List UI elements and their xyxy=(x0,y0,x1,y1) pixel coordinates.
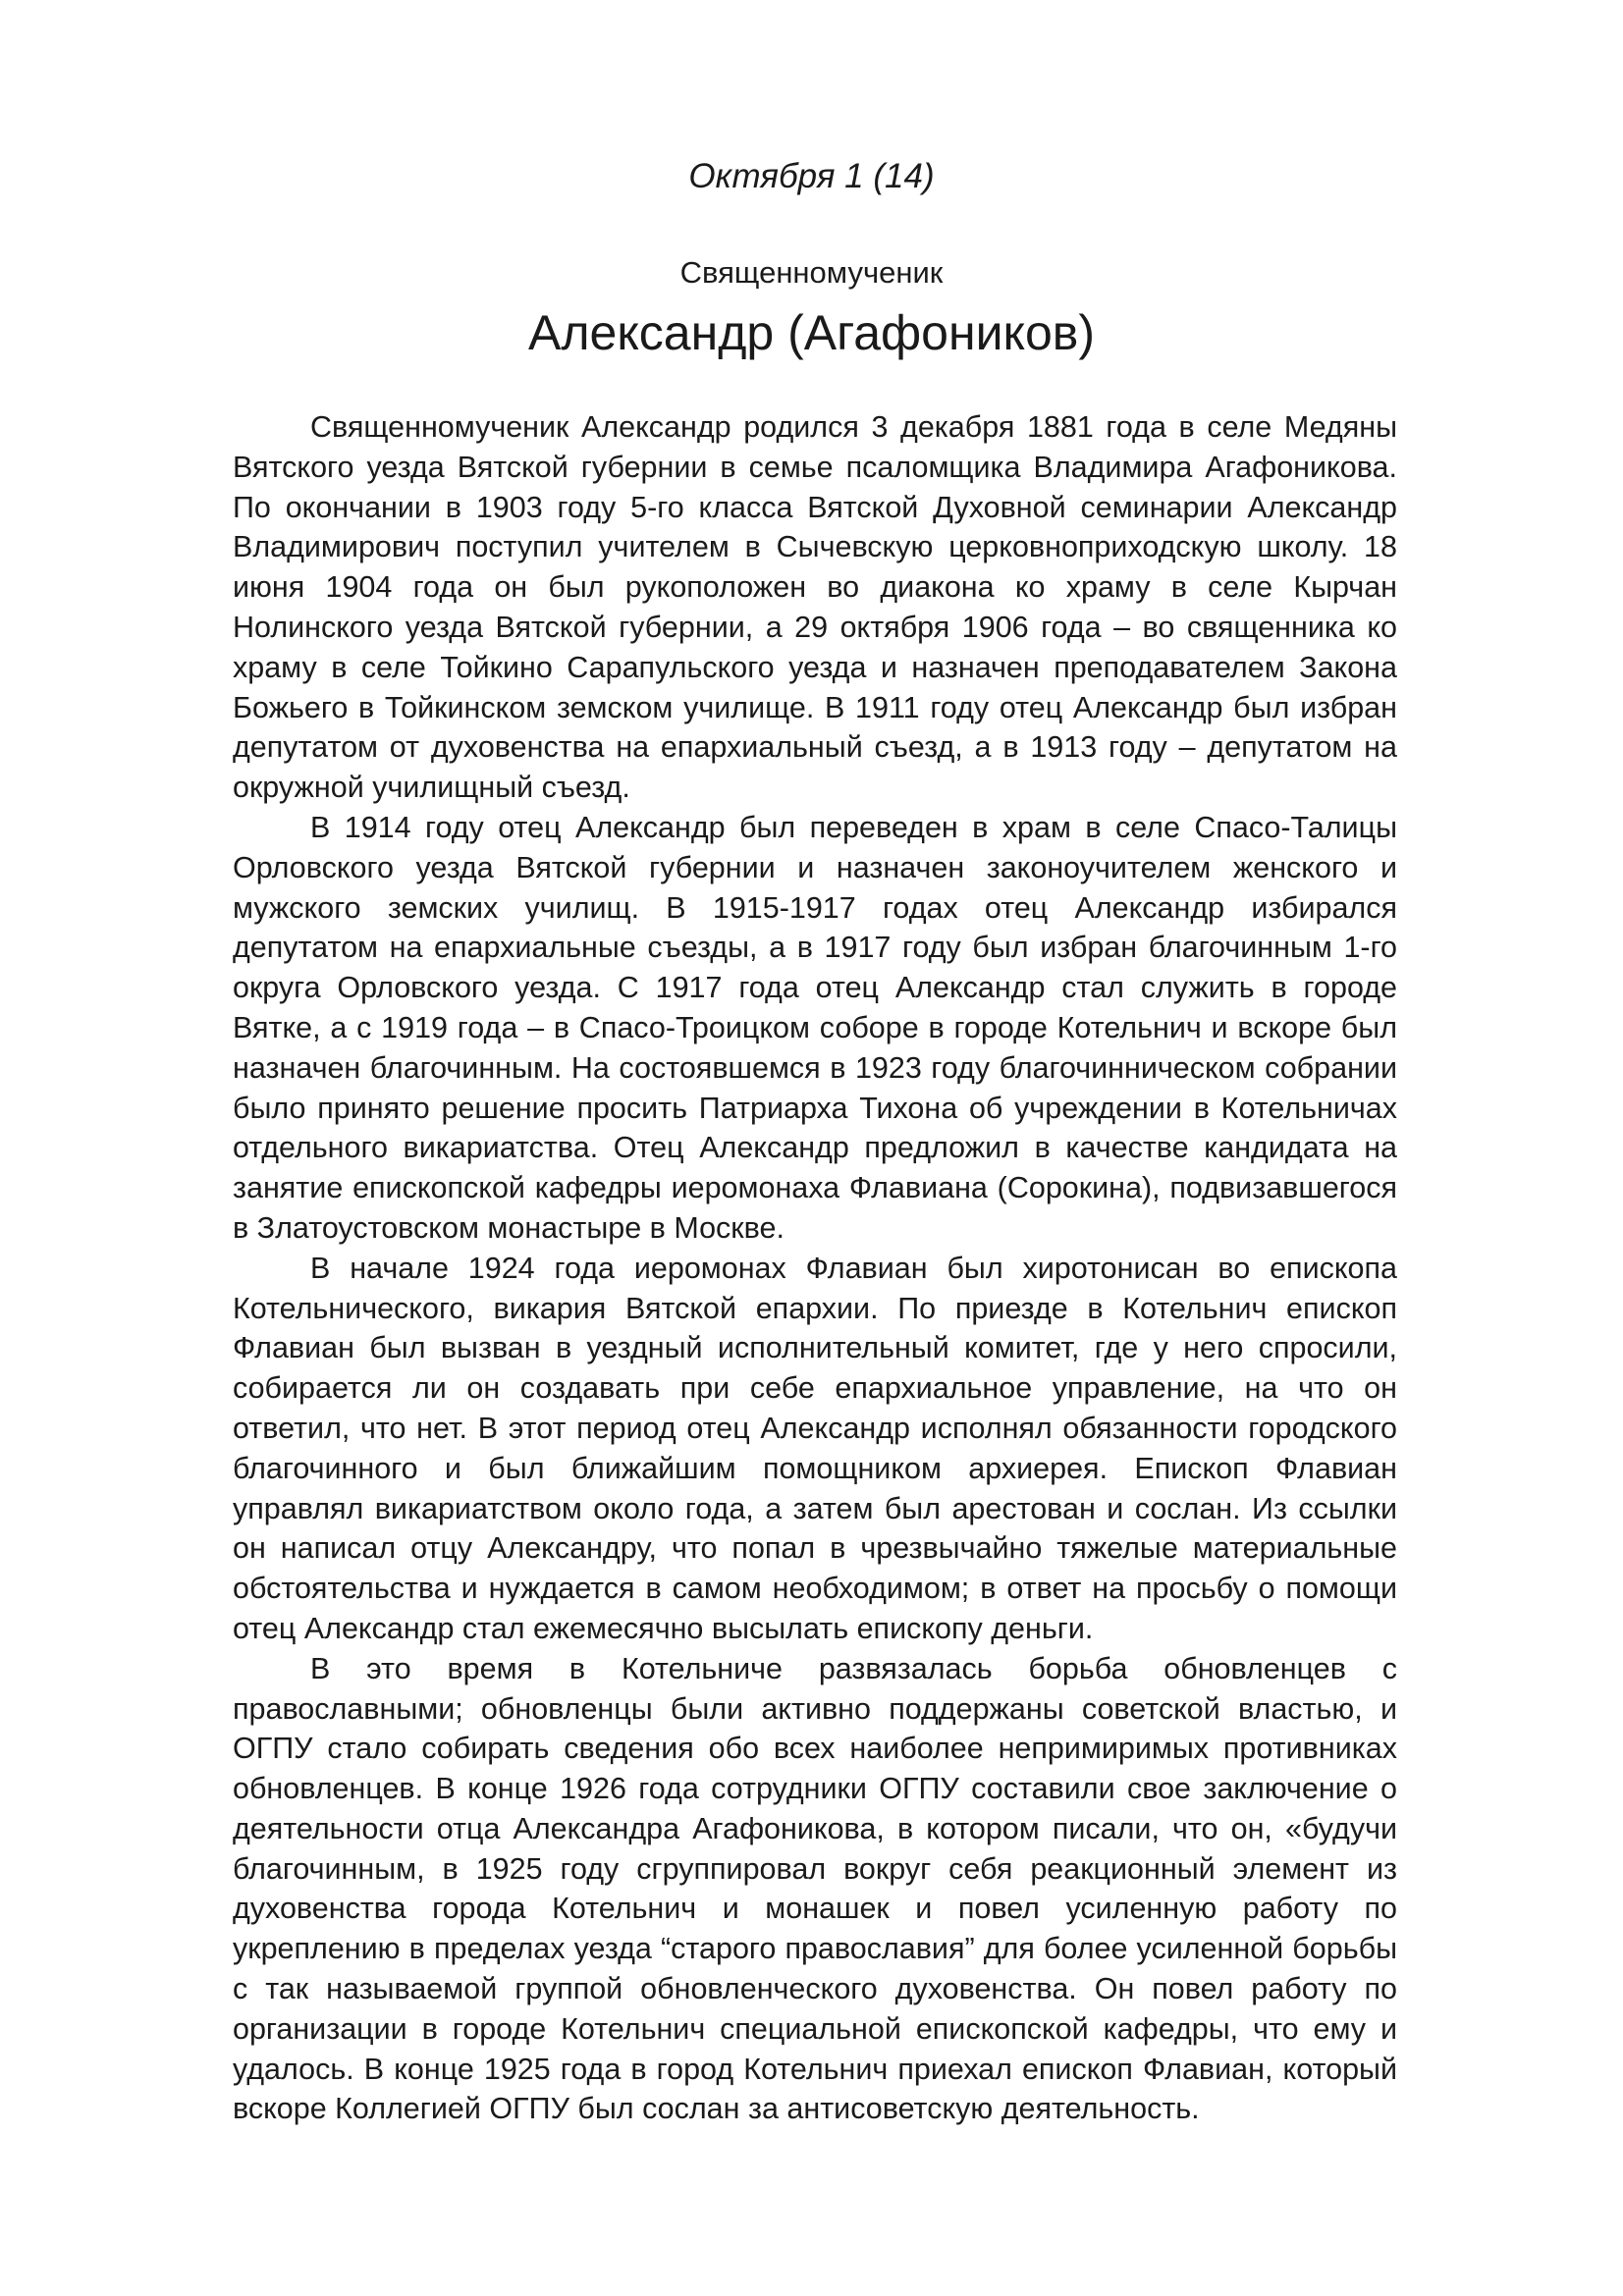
paragraph-1: Священномученик Александр родился 3 декабря 1881 года в селе Медяны Вятского уезда Вятской губернии в семье псаломщика Владимира Агафоникова. По окончании в 1903 году 5-го класса Вятской Духовной семинарии Александр Владимирович поступил учителем в Сычевскую церковноприходскую школу. 18 июня 1904 года он был рукоположен во диакона ко храму в селе Кырчан Нолинского уезда Вятской губернии, а 29 октября 1906 года – во священника ко храму в селе Тойкино Сарапульского уезда и назначен преподавателем Закона Божьего в Тойкинском земском училище. В 1911 году отец Александр был избран депутатом от духовенства на епархиальный съезд, а в 1913 году – депутатом на окружной училищный съезд. xyxy=(233,410,1397,805)
paragraph-3: В начале 1924 года иеромонах Флавиан был хиротонисан во епископа Котельнического, викария Вятской епархии. По приезде в Котельнич епископ Флавиан был вызван в уездный исполнительный комитет, где у него спросили, собирается ли он создавать при себе епархиальное управление, на что он ответил, что нет. В этот период отец Александр исполнял обязанности городского благочинного и был ближайшим помощником архиерея. Епископ Флавиан управлял викариатством около года, а затем был арестован и сослан. Из ссылки он написал отцу Александру, что попал в чрезвычайно тяжелые материальные обстоятельства и нуждается в самом необходимом; в ответ на просьбу о помощи отец Александр стал ежемесячно высылать епископу деньги. xyxy=(233,1251,1397,1645)
saint-name-title: Александр (Агафоников) xyxy=(528,305,1095,360)
paragraph-2: В 1914 году отец Александр был переведен в храм в селе Спасо-Талицы Орловского уезда Вятской губернии и назначен законоучителем женского и мужского земских училищ. В 1915-1917 годах отец Александр избирался депутатом на епархиальные съезды, а в 1917 году был избран благочинным 1-го округа Орловского уезда. С 1917 года отец Александр стал служить в городе Вятке, а с 1919 года – в Спасо-Троицком соборе в городе Котельнич и вскоре был назначен благочинным. На состоявшемся в 1923 году благочинническом собрании было принято решение просить Патриарха Тихона об учреждении в Котельничах отдельного викариатства. Отец Александр предложил в качестве кандидата на занятие епископской кафедры иеромонаха Флавиана (Сорокина), подвизавшегося в Златоустовском монастыре в Москве. xyxy=(233,810,1397,1245)
feast-date: Октября 1 (14) xyxy=(688,157,935,195)
saint-rank: Священномученик xyxy=(679,255,944,290)
article-body xyxy=(233,407,1397,2129)
paragraph-4: В это время в Котельниче развязалась борьба обновленцев с православными; обновленцы были активно поддержаны советской властью, и ОГПУ стало собирать сведения обо всех наиболее непримиримых противниках обновленцев. В конце 1926 года сотрудники ОГПУ составили свое заключение о деятельности отца Александра Агафоникова, в котором писали, что он, «будучи благочинным, в 1925 году сгруппировал вокруг себя реакционный элемент из духовенства города Котельнич и монашек и повел усиленную работу по укреплению в пределах уезда “старого православия” для более усиленной борьбы с так называемой группой обновленческого духовенства. Он повел работу по организации в городе Котельнич специальной епископской кафедры, что ему и удалось. В конце 1925 года в город Котельнич приехал епископ Флавиан, который вскоре Коллегией ОГПУ был сослан за антисоветскую деятельность. xyxy=(233,1651,1397,2126)
